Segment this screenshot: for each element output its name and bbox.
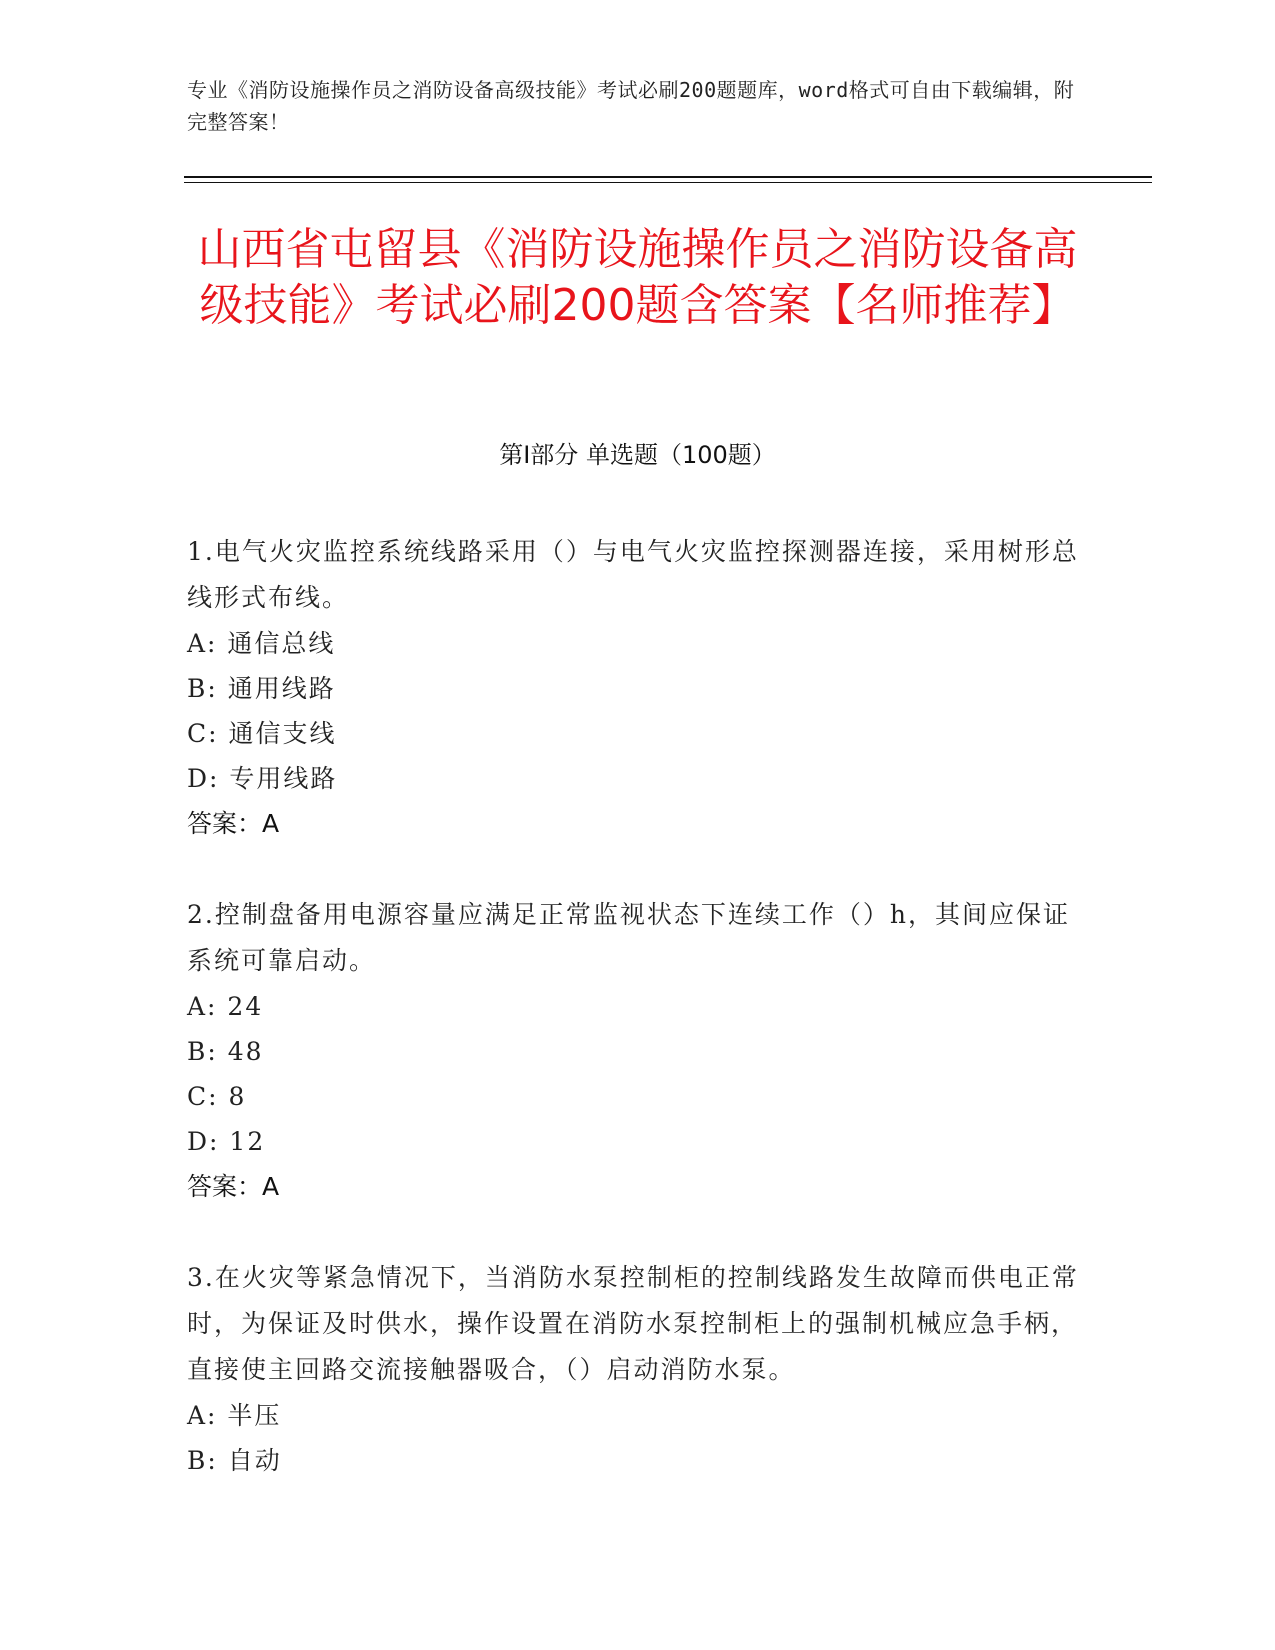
question-text: 3.在火灾等紧急情况下，当消防水泵控制柜的控制线路发生故障而供电正常时，为保证及时供水，操作设置在消防水泵控制柜上的强制机械应急手柄，直接使主回路交流接触器吸合，（）启动消防水泵。 [187, 1263, 1079, 1384]
section-heading: 第I部分 单选题（100题） [499, 441, 776, 469]
option-d: D: 12 [187, 1127, 266, 1156]
question-3 [187, 1255, 1082, 1483]
header-note: 专业《消防设施操作员之消防设备高级技能》考试必刷200题题库，word格式可自由下载编辑，附完整答案！ [187, 78, 1075, 134]
question-1 [187, 529, 1082, 847]
question-text: 2.控制盘备用电源容量应满足正常监视状态下连续工作（）h，其间应保证系统可靠启动。 [187, 900, 1070, 975]
option-a: A: 半压 [187, 1401, 282, 1430]
document-title: 山西省屯留县《消防设施操作员之消防设备高级技能》考试必刷200题含答案【名师推荐】 [197, 224, 1078, 331]
answer: 答案：A [187, 809, 280, 838]
answer: 答案：A [187, 1172, 280, 1201]
header-divider-thin [184, 182, 1152, 183]
option-a: A: 通信总线 [187, 629, 336, 658]
header-divider-thick [184, 176, 1152, 178]
question-2 [187, 892, 1082, 1210]
option-b: B: 自动 [187, 1446, 282, 1475]
option-c: C: 8 [187, 1082, 247, 1111]
option-c: C: 通信支线 [187, 719, 337, 748]
option-b: B: 48 [187, 1037, 264, 1066]
option-a: A: 24 [187, 992, 264, 1021]
question-list [187, 529, 1082, 1528]
question-text: 1.电气火灾监控系统线路采用（）与电气火灾监控探测器连接，采用树形总线形式布线。 [187, 537, 1079, 612]
option-d: D: 专用线路 [187, 764, 338, 793]
option-b: B: 通用线路 [187, 674, 336, 703]
